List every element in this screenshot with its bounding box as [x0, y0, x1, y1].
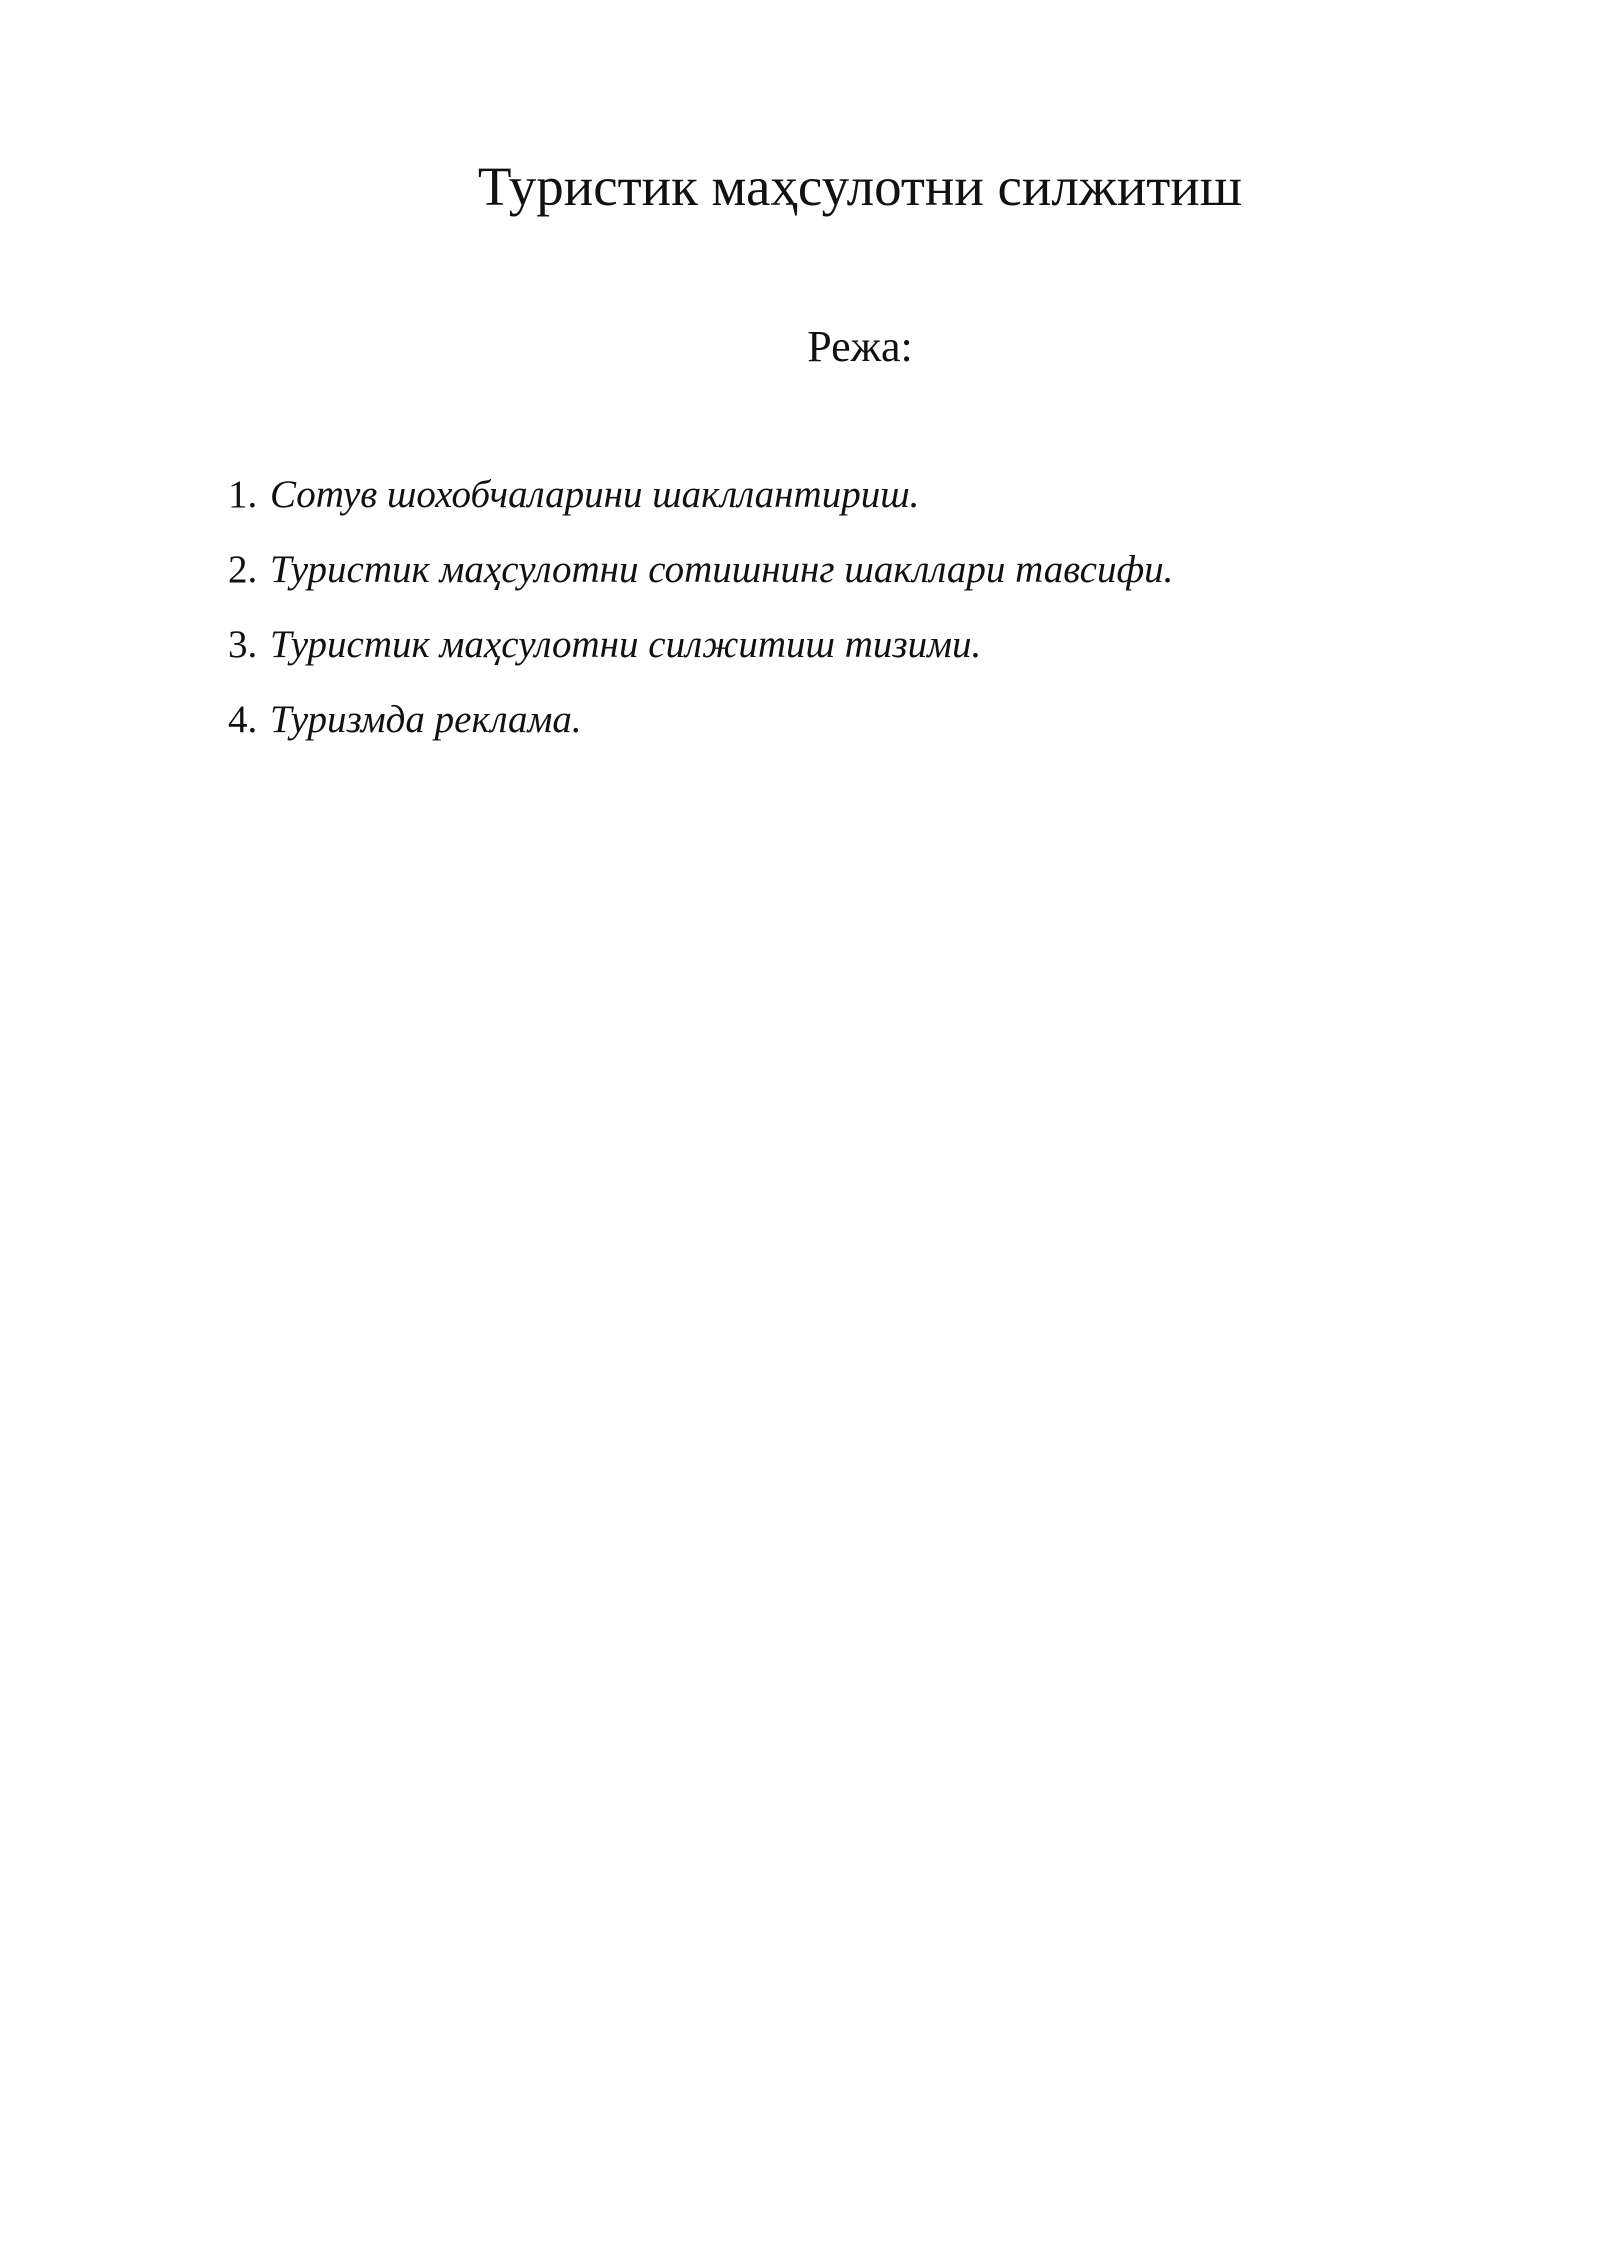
document-title: Туристик маҳсулотни силжитиш	[477, 156, 1243, 217]
plan-item-number: 2.	[228, 548, 258, 591]
plan-item	[228, 465, 1428, 540]
plan-item-text: Туристик маҳсулотни сотишнинг шакллари тавсифи.	[270, 548, 1174, 591]
plan-item-text: Сотув шохобчаларини шакллантириш.	[270, 473, 920, 516]
plan-item-text: Туризмда реклама.	[270, 698, 582, 741]
plan-item-number: 4.	[228, 698, 258, 741]
plan-list	[228, 465, 1428, 765]
plan-heading: Режа:	[807, 322, 913, 371]
plan-item-number: 3.	[228, 623, 258, 666]
plan-item-text: Туристик маҳсулотни силжитиш тизими.	[270, 623, 982, 666]
plan-item	[228, 540, 1428, 615]
plan-item-number: 1.	[228, 473, 258, 516]
plan-item	[228, 615, 1428, 690]
plan-item	[228, 690, 1428, 765]
